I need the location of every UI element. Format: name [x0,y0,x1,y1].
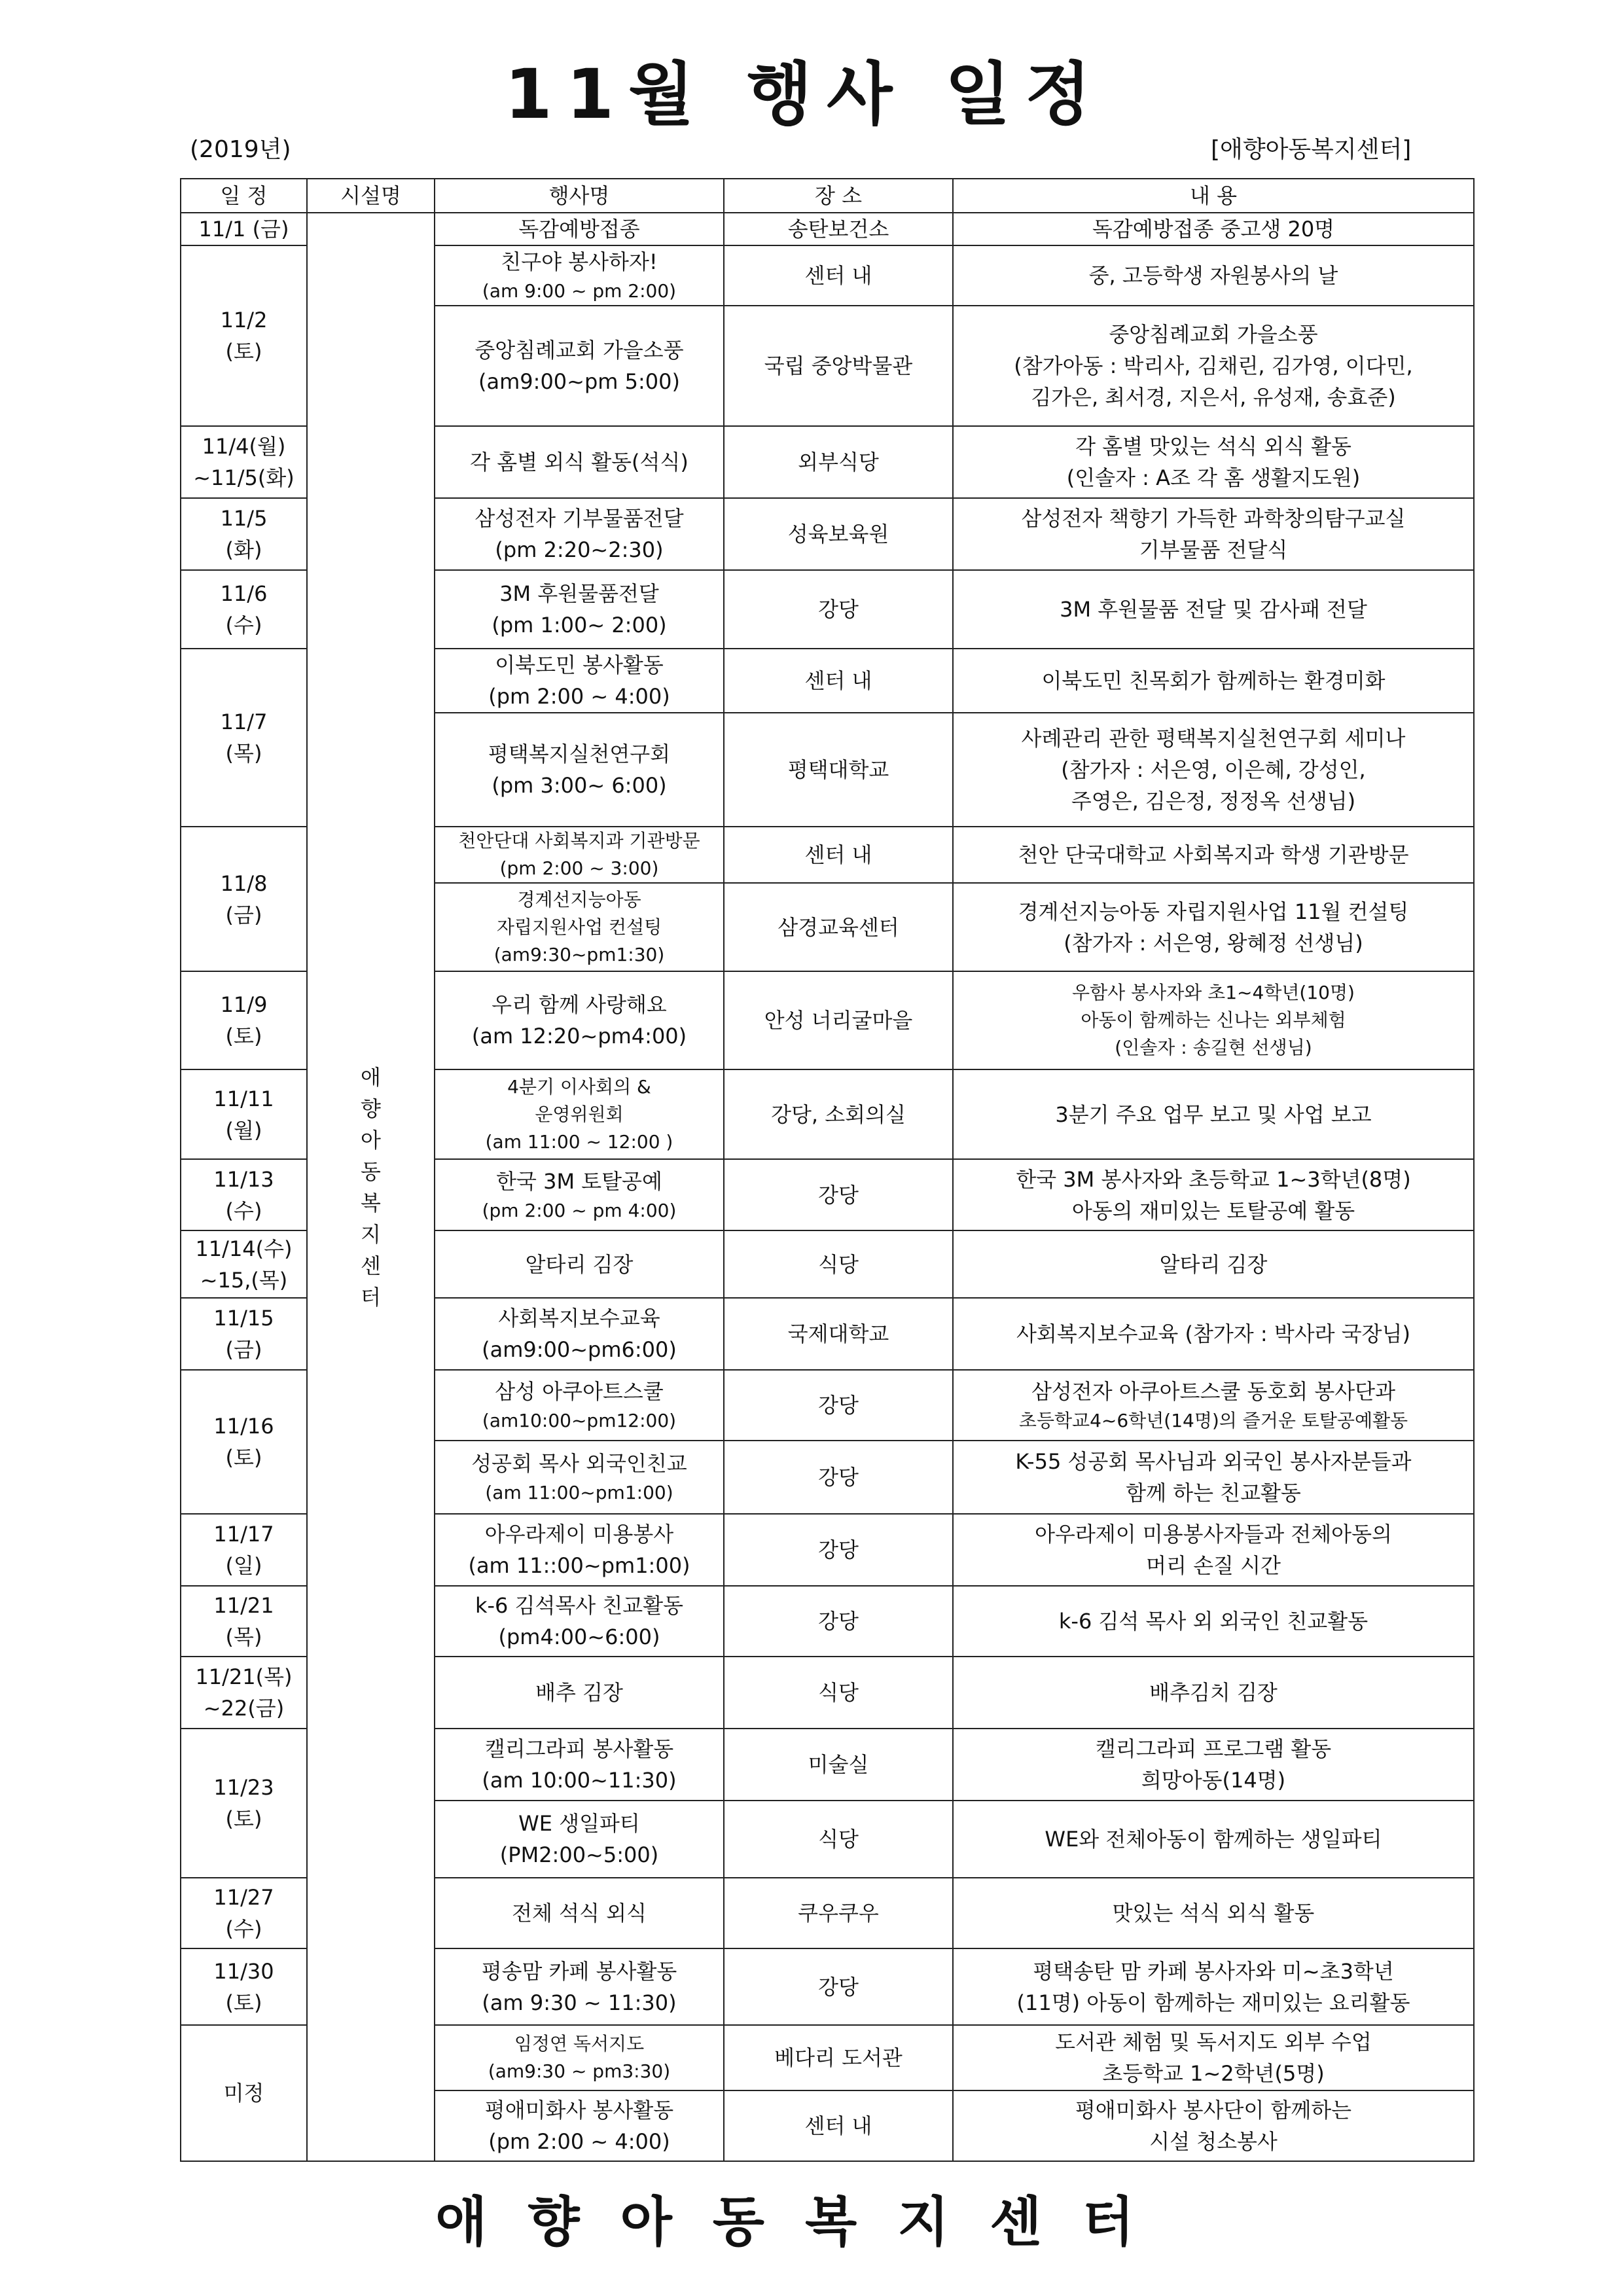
header-content: 내 용 [953,179,1474,213]
place-cell: 식당 [724,1657,953,1729]
facility-char: 동 [361,1158,381,1184]
content-cell: 도서관 체험 및 독서지도 외부 수업 초등학교 1~2학년(5명) [953,2025,1474,2090]
header-date: 일 정 [181,179,307,213]
event-cell: 독감예방접종 [435,213,724,245]
place-cell: 강당, 소회의실 [724,1069,953,1159]
content-cell: 우함사 봉사자와 초1~4학년(10명) 아동이 함께하는 신나는 외부체험 (인솔자 : 송길현 선생님) [953,971,1474,1069]
date-cell: 11/6 (수) [181,570,307,649]
date-cell: 11/27 (수) [181,1878,307,1948]
content-cell: 중, 고등학생 자원봉사의 날 [953,245,1474,306]
place-cell: 센터 내 [724,2090,953,2161]
facility-char: 센 [361,1253,381,1278]
event-cell: 알타리 김장 [435,1230,724,1298]
content-cell: K-55 성공회 목사님과 외국인 봉사자분들과 함께 하는 친교활동 [953,1441,1474,1514]
place-cell: 센터 내 [724,827,953,883]
content-cell: 3M 후원물품 전달 및 감사패 전달 [953,570,1474,649]
event-cell: 평송맘 카페 봉사활동 (am 9:30 ~ 11:30) [435,1948,724,2025]
place-cell: 강당 [724,1441,953,1514]
header-event: 행사명 [435,179,724,213]
content-cell: 경계선지능아동 자립지원사업 11월 컨설팅 (참가자 : 서은영, 왕혜정 선생님) [953,883,1474,971]
event-cell: 평택복지실천연구회 (pm 3:00~ 6:00) [435,713,724,827]
event-cell: WE 생일파티 (PM2:00~5:00) [435,1801,724,1878]
content-cell: 한국 3M 봉사자와 초등학교 1~3학년(8명) 아동의 재미있는 토탈공예 활동 [953,1159,1474,1230]
content-cell: 사례관리 관한 평택복지실천연구회 세미나 (참가자 : 서은영, 이은혜, 강성인, 주영은, 김은정, 정정옥 선생님) [953,713,1474,827]
date-cell: 미정 [181,2025,307,2161]
place-cell: 베다리 도서관 [724,2025,953,2090]
place-cell: 송탄보건소 [724,213,953,245]
content-cell: 평택송탄 맘 카페 봉사자와 미~초3학년 (11명) 아동이 함께하는 재미있는 요리활동 [953,1948,1474,2025]
content-cell: 이북도민 친목회가 함께하는 환경미화 [953,649,1474,713]
date-cell: 11/7 (목) [181,649,307,827]
place-cell: 강당 [724,1370,953,1441]
content-cell: 천안 단국대학교 사회복지과 학생 기관방문 [953,827,1474,883]
event-cell: 3M 후원물품전달 (pm 1:00~ 2:00) [435,570,724,649]
year-label: (2019년) [190,136,291,163]
date-cell: 11/9 (토) [181,971,307,1069]
facility-char: 향 [361,1096,381,1121]
date-cell: 11/21 (목) [181,1586,307,1657]
place-cell: 국립 중앙박물관 [724,306,953,426]
content-cell: WE와 전체아동이 함께하는 생일파티 [953,1801,1474,1878]
event-cell: 한국 3M 토탈공예 (pm 2:00 ~ pm 4:00) [435,1159,724,1230]
place-cell: 안성 너리굴마을 [724,971,953,1069]
content-cell: 각 홈별 맛있는 석식 외식 활동 (인솔자 : A조 각 홈 생활지도원) [953,426,1474,498]
facility-char: 아 [361,1127,381,1153]
event-cell: 삼성 아쿠아트스쿨 (am10:00~pm12:00) [435,1370,724,1441]
event-cell: 임정연 독서지도 (am9:30 ~ pm3:30) [435,2025,724,2090]
date-cell: 11/8 (금) [181,827,307,971]
place-cell: 외부식당 [724,426,953,498]
place-cell: 식당 [724,1230,953,1298]
event-cell: 삼성전자 기부물품전달 (pm 2:20~2:30) [435,498,724,570]
event-cell: 친구야 봉사하자! (am 9:00 ~ pm 2:00) [435,245,724,306]
event-cell: 중앙침례교회 가을소풍 (am9:00~pm 5:00) [435,306,724,426]
date-cell: 11/14(수) ~15,(목) [181,1230,307,1298]
page-title: 11월 행사 일정 [505,54,1105,134]
date-cell: 11/13 (수) [181,1159,307,1230]
place-cell: 미술실 [724,1729,953,1801]
place-cell: 식당 [724,1801,953,1878]
content-cell: 사회복지보수교육 (참가자 : 박사라 국장님) [953,1298,1474,1370]
date-cell: 11/11 (월) [181,1069,307,1159]
event-cell: 전체 석식 외식 [435,1878,724,1948]
organization-label: [애향아동복지센터] [1211,136,1412,163]
event-cell: 성공회 목사 외국인친교 (am 11:00~pm1:00) [435,1441,724,1514]
header-place: 장 소 [724,179,953,213]
place-cell: 강당 [724,1586,953,1657]
facility-char: 터 [361,1284,381,1310]
place-cell: 평택대학교 [724,713,953,827]
event-cell: 배추 김장 [435,1657,724,1729]
facility-cell [307,213,435,2161]
event-cell: 아우라제이 미용봉사 (am 11::00~pm1:00) [435,1514,724,1586]
footer-organization: 애향아동복지센터 [435,2191,1175,2253]
schedule-table [180,178,1475,2162]
table-row [181,213,1474,245]
content-cell: 중앙침례교회 가을소풍 (참가아동 : 박리사, 김채린, 김가영, 이다민, 김가은, 최서경, 지은서, 유성재, 송효준) [953,306,1474,426]
place-cell: 강당 [724,1948,953,2025]
date-cell: 11/4(월) ~11/5(화) [181,426,307,498]
place-cell: 센터 내 [724,245,953,306]
place-cell: 강당 [724,570,953,649]
event-cell: 사회복지보수교육 (am9:00~pm6:00) [435,1298,724,1370]
facility-char: 지 [361,1221,381,1247]
date-cell: 11/15 (금) [181,1298,307,1370]
content-cell: 독감예방접종 중고생 20명 [953,213,1474,245]
place-cell: 센터 내 [724,649,953,713]
place-cell: 강당 [724,1514,953,1586]
date-cell: 11/23 (토) [181,1729,307,1878]
content-cell: 삼성전자 아쿠아트스쿨 동호회 봉사단과 초등학교4~6학년(14명)의 즐거운 토탈공예활동 [953,1370,1474,1441]
date-cell: 11/5 (화) [181,498,307,570]
facility-char: 애 [361,1064,381,1090]
content-cell: 캘리그라피 프로그램 활동 희망아동(14명) [953,1729,1474,1801]
date-cell: 11/30 (토) [181,1948,307,2025]
date-cell: 11/1 (금) [181,213,307,245]
place-cell: 삼경교육센터 [724,883,953,971]
content-cell: 삼성전자 책향기 가득한 과학창의탐구교실 기부물품 전달식 [953,498,1474,570]
content-cell: 평애미화사 봉사단이 함께하는 시설 청소봉사 [953,2090,1474,2161]
date-cell: 11/17 (일) [181,1514,307,1586]
place-cell: 국제대학교 [724,1298,953,1370]
event-cell: 경계선지능아동 자립지원사업 컨설팅 (am9:30~pm1:30) [435,883,724,971]
content-cell: 아우라제이 미용봉사자들과 전체아동의 머리 손질 시간 [953,1514,1474,1586]
place-cell: 쿠우쿠우 [724,1878,953,1948]
content-cell: k-6 김석 목사 외 외국인 친교활동 [953,1586,1474,1657]
content-cell: 배추김치 김장 [953,1657,1474,1729]
event-cell: 4분기 이사회의 & 운영위원회 (am 11:00 ~ 12:00 ) [435,1069,724,1159]
event-cell: 캘리그라피 봉사활동 (am 10:00~11:30) [435,1729,724,1801]
table-header-row [181,179,1474,213]
content-cell: 3분기 주요 업무 보고 및 사업 보고 [953,1069,1474,1159]
event-cell: k-6 김석목사 친교활동 (pm4:00~6:00) [435,1586,724,1657]
place-cell: 성육보육원 [724,498,953,570]
event-cell: 우리 함께 사랑해요 (am 12:20~pm4:00) [435,971,724,1069]
date-cell: 11/2 (토) [181,245,307,426]
header-facility: 시설명 [307,179,435,213]
event-cell: 이북도민 봉사활동 (pm 2:00 ~ 4:00) [435,649,724,713]
date-cell: 11/21(목) ~22(금) [181,1657,307,1729]
content-cell: 알타리 김장 [953,1230,1474,1298]
date-cell: 11/16 (토) [181,1370,307,1514]
event-cell: 각 홈별 외식 활동(석식) [435,426,724,498]
event-cell: 천안단대 사회복지과 기관방문 (pm 2:00 ~ 3:00) [435,827,724,883]
event-cell: 평애미화사 봉사활동 (pm 2:00 ~ 4:00) [435,2090,724,2161]
place-cell: 강당 [724,1159,953,1230]
content-cell: 맛있는 석식 외식 활동 [953,1878,1474,1948]
facility-char: 복 [361,1190,381,1215]
